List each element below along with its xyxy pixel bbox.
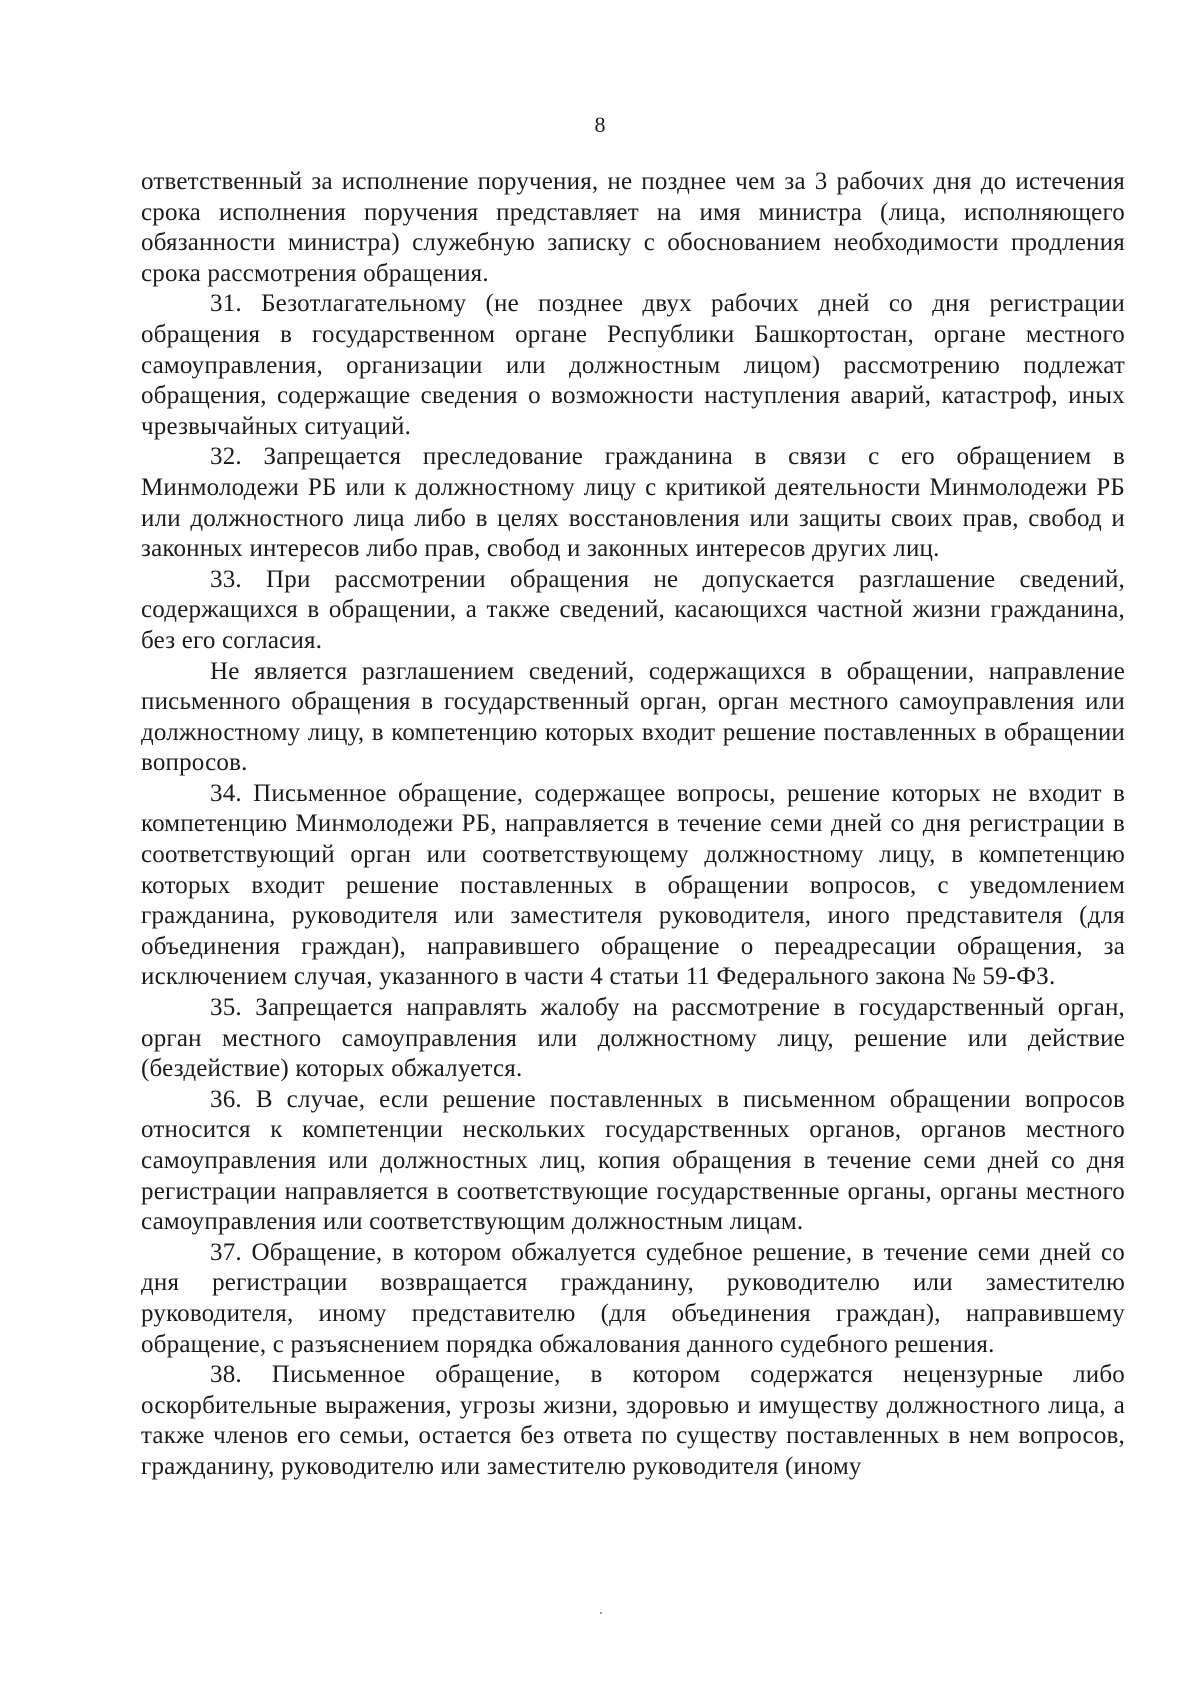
paragraph-35: 35. Запрещается направлять жалобу на рассмотрение в государственный орган, орган местного самоуправления или должностному лицу, решение или действие (бездействие) которых обжалуется. <box>141 994 1125 1083</box>
paragraph-38: 38. Письменное обращение, в котором содержатся нецензурные либо оскорбительные выражения, угрозы жизни, здоровью и имуществу должностного лица, а также членов его семьи, остается без ответа по существу поставленных в нем вопросов, гражданину, руководителю или заместителю руководителя (иному <box>141 1361 1125 1480</box>
paragraph-32: 32. Запрещается преследование гражданина в связи с его обращением в Минмолодежи РБ или к должностному лицу с критикой деятельности Минмолодежи РБ или должностного лица либо в целях восстановления или защиты своих прав, свобод и законных интересов либо прав, свобод и законных интересов других лиц. <box>141 443 1125 563</box>
document-body <box>141 167 1125 1483</box>
scan-artifact <box>600 1612 602 1614</box>
paragraph-33-note: Не является разглашением сведений, содержащихся в обращении, направление письменного обращения в государственный орган, орган местного самоуправления или должностному лицу, в компетенцию которых входит решение поставленных в обращении вопросов. <box>141 657 1125 777</box>
paragraph-37: 37. Обращение, в котором обжалуется судебное решение, в течение семи дней со дня регистрации возвращается гражданину, руководителю или заместителю руководителя, иному представителю (для объединения граждан), направившему обращение, с разъяснением порядка обжалования данного судебного решения. <box>141 1238 1125 1358</box>
page-number: 8 <box>594 112 606 137</box>
paragraph-33: 33. При рассмотрении обращения не допускается разглашение сведений, содержащихся в обращении, а также сведений, касающихся частной жизни гражданина, без его согласия. <box>141 565 1125 654</box>
paragraph-34: 34. Письменное обращение, содержащее вопросы, решение которых не входит в компетенцию Минмолодежи РБ, направляется в течение семи дней со дня регистрации в соответствующий орган или соответствующему должностному лицу, в компетенцию которых входит решение поставленных в обращении вопросов, с уведомлением гражданина, руководителя или заместителя руководителя, иного представителя (для объединения граждан), направившего обращение о переадресации обращения, за исключением случая, указанного в части 4 статьи 11 Федерального закона № 59-ФЗ. <box>141 779 1125 991</box>
paragraph-36: 36. В случае, если решение поставленных в письменном обращении вопросов относится к компетенции нескольких государственных органов, органов местного самоуправления или должностных лиц, копия обращения в течение семи дней со дня регистрации направляется в соответствующие государственные органы, органы местного самоуправления или соответствующим должностным лицам. <box>141 1085 1125 1236</box>
paragraph-continuation: ответственный за исполнение поручения, не позднее чем за 3 рабочих дня до истечения срока исполнения поручения представляет на имя министра (лица, исполняющего обязанности министра) служебную записку с обоснованием необходимости продления срока рассмотрения обращения. <box>141 168 1125 287</box>
paragraph-31: 31. Безотлагательному (не позднее двух рабочих дней со дня регистрации обращения в государственном органе Республики Башкортостан, органе местного самоуправления, организации или должностным лицом) рассмотрению подлежат обращения, содержащие сведения о возможности наступления аварий, катастроф, иных чрезвычайных ситуаций. <box>141 290 1125 440</box>
